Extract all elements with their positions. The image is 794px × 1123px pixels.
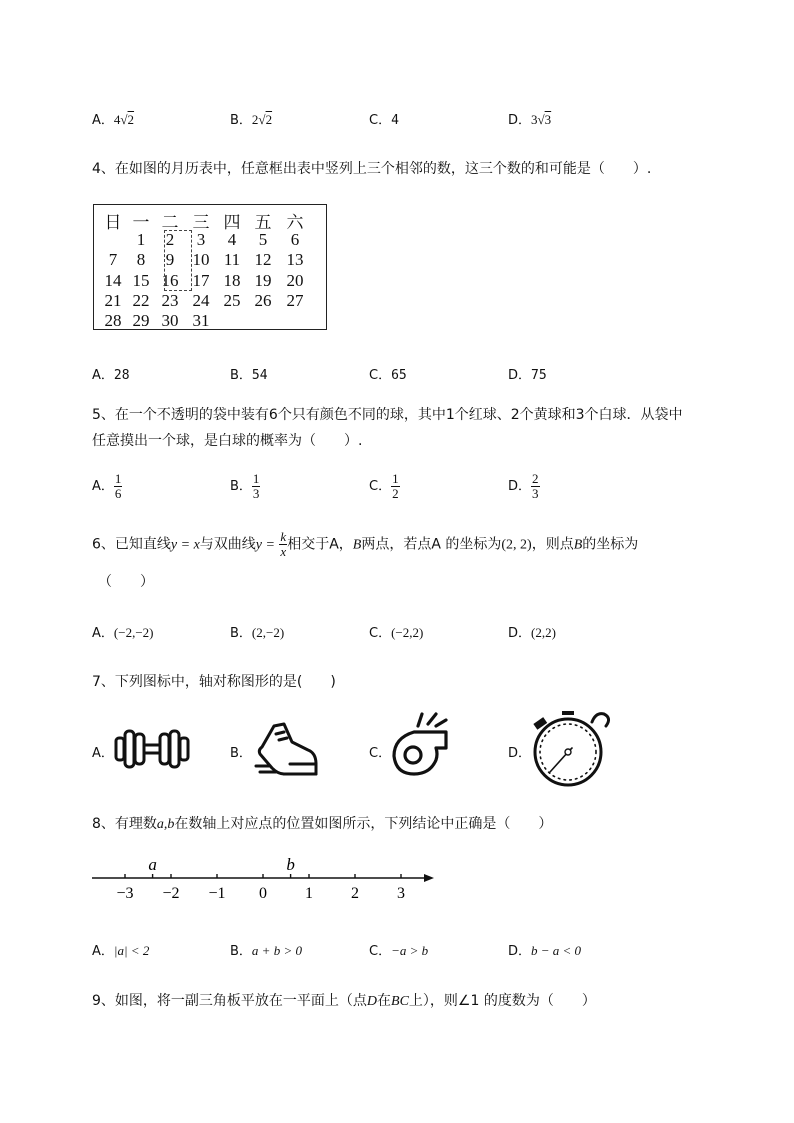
calendar-day-cell: 25	[223, 291, 241, 310]
q3-option-a: A．4√2	[92, 112, 135, 128]
calendar-day-cell: 18	[223, 271, 241, 290]
number-line-tick-label: 1	[305, 885, 313, 902]
calendar-day-cell: 31	[192, 311, 210, 330]
q3-option-b: B．2√2	[230, 112, 273, 128]
q3-option-c: C．4	[369, 113, 399, 128]
q4-option-c: C．65	[369, 368, 407, 383]
q7-option-d: D．	[508, 746, 532, 761]
q6-option-b: B．(2,−2)	[230, 625, 285, 641]
calendar-day-cell: 27	[286, 291, 304, 310]
q5-line1: 5、在一个不透明的袋中装有6个只有颜色不同的球，其中1个红球、2个黄球和3个白球．从袋中	[92, 407, 683, 423]
calendar-day-cell: 9	[165, 250, 175, 269]
q5-option-a: A． $\frac{1}{6}$	[92, 471, 122, 501]
calendar-day-cell: 17	[192, 271, 210, 290]
number-line	[90, 850, 440, 906]
calendar-day-cell: 26	[254, 291, 272, 310]
calendar-day-cell: 1	[136, 230, 146, 249]
q6-option-a: A．(−2,−2)	[92, 625, 154, 641]
q4-option-a: A．28	[92, 368, 130, 383]
calendar-day-cell: 8	[136, 250, 146, 269]
q6-option-d: D．(2,2)	[508, 625, 556, 641]
number-line-tick-label: −2	[162, 885, 180, 902]
q4-option-b: B．54	[230, 368, 268, 383]
number-line-tick-label: −1	[208, 885, 226, 902]
calendar-day-cell: 10	[192, 250, 210, 269]
calendar-day-cell: 15	[132, 271, 150, 290]
q6-option-c: C．(−2,2)	[369, 625, 424, 641]
number-line-point-label: a	[148, 855, 157, 874]
number-line-tick-label: 3	[397, 885, 405, 902]
calendar-day-cell: 14	[104, 271, 122, 290]
calendar-header-cell: 二	[161, 213, 179, 232]
number-line-arrow	[424, 874, 434, 882]
calendar-header-cell: 四	[223, 213, 241, 232]
number-line-point-label: b	[286, 855, 295, 874]
calendar-day-cell: 11	[223, 250, 241, 269]
calendar-day-cell: 20	[286, 271, 304, 290]
calendar-header-cell: 日	[104, 213, 122, 232]
calendar-day-cell: 30	[161, 311, 179, 330]
number-line-tick-label: 0	[259, 885, 267, 902]
calendar-day-cell: 7	[108, 250, 118, 269]
q8-option-a: A．|a| < 2	[92, 943, 150, 959]
calendar-day-cell: 22	[132, 291, 150, 310]
whistle-icon	[388, 710, 452, 778]
calendar-header-cell: 一	[132, 213, 150, 232]
calendar-day-cell: 24	[192, 291, 210, 310]
calendar-day-cell: 23	[161, 291, 179, 310]
calendar-day-cell: 13	[286, 250, 304, 269]
dumbbell-icon	[114, 726, 190, 772]
q8-option-d: D．b − a < 0	[508, 943, 582, 959]
q5-option-b: B． $\frac{1}{3}$	[230, 471, 260, 501]
calendar-header-cell: 六	[286, 213, 304, 232]
q7-option-a: A．	[92, 746, 114, 761]
calendar-day-cell: 29	[132, 311, 150, 330]
stopwatch-icon	[526, 706, 614, 788]
q7-text: 7、下列图标中，轴对称图形的是( )	[92, 674, 336, 690]
calendar-day-cell: 12	[254, 250, 272, 269]
number-line-tick-label: −3	[116, 885, 134, 902]
calendar-day-cell: 19	[254, 271, 272, 290]
q7-option-b: B．	[230, 746, 252, 761]
q6-line1: 6、已知直线y = x与双曲线y = $\frac{k}{x}$ 相交于A，B两点，若点A 的坐标为(2, 2)，则点B的坐标为	[92, 529, 639, 559]
calendar-day-cell: 28	[104, 311, 122, 330]
q4-option-d: D．75	[508, 368, 547, 383]
q5-line2: 任意摸出一个球，是白球的概率为（ ）.	[92, 433, 363, 449]
calendar-day-cell: 6	[290, 230, 300, 249]
q5-option-c: C． $\frac{1}{2}$	[369, 471, 399, 501]
calendar-day-cell: 4	[227, 230, 237, 249]
running-shoe-icon	[254, 720, 320, 778]
q5-option-d: D． $\frac{2}{3}$	[508, 471, 539, 501]
number-line-tick-label: 2	[351, 885, 359, 902]
q4-text: 4、在如图的月历表中，任意框出表中竖列上三个相邻的数，这三个数的和可能是（ ）.	[92, 161, 652, 177]
q3-option-d: D．3√3	[508, 112, 552, 128]
q7-option-c: C．	[369, 746, 392, 761]
q8-text: 8、有理数a,b在数轴上对应点的位置如图所示，下列结论中正确是（ ）	[92, 816, 553, 832]
calendar-day-cell: 2	[165, 230, 175, 249]
q6-line2: （ ）	[98, 574, 154, 590]
calendar-dashed-frame	[164, 230, 192, 291]
q8-option-b: B．a + b > 0	[230, 943, 302, 959]
q8-option-c: C．−a > b	[369, 943, 429, 959]
calendar-day-cell: 16	[161, 271, 179, 290]
calendar-day-cell: 5	[258, 230, 268, 249]
calendar-day-cell: 21	[104, 291, 122, 310]
calendar	[93, 204, 327, 330]
calendar-header-cell: 五	[254, 213, 272, 232]
calendar-header-cell: 三	[192, 213, 210, 232]
q9-text: 9、如图，将一副三角板平放在一平面上（点D在BC上），则∠1 的度数为（ ）	[92, 993, 596, 1009]
calendar-day-cell: 3	[196, 230, 206, 249]
